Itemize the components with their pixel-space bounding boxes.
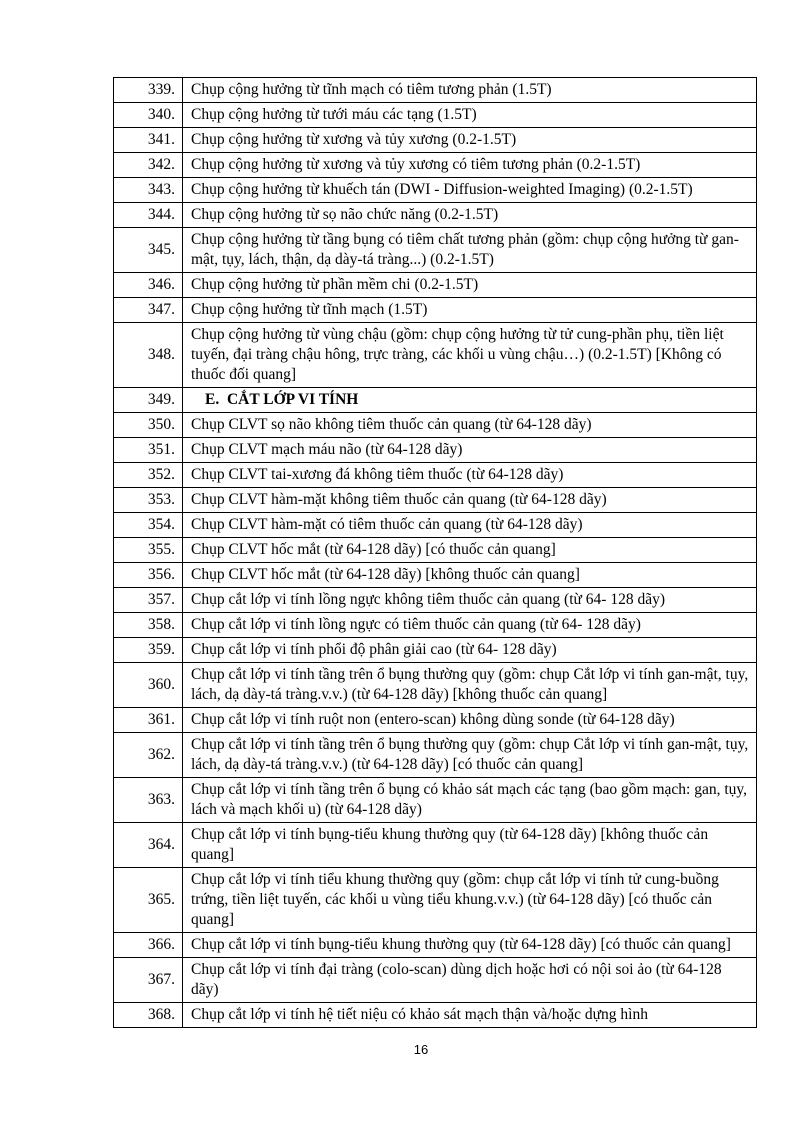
row-number: 361.: [114, 708, 183, 733]
row-number: 358.: [114, 613, 183, 638]
row-number: 348.: [114, 323, 183, 388]
procedure-name: Chụp cắt lớp vi tính hệ tiết niệu có khảo sát mạch thận và/hoặc dựng hình: [183, 1003, 757, 1028]
row-number: 363.: [114, 778, 183, 823]
procedure-name: Chụp cộng hưởng từ phần mềm chi (0.2-1.5T): [183, 273, 757, 298]
row-number: 366.: [114, 933, 183, 958]
table-row: [114, 613, 757, 638]
table-row: [114, 298, 757, 323]
row-number: 343.: [114, 178, 183, 203]
table-row: [114, 103, 757, 128]
procedure-name: Chụp cắt lớp vi tính ruột non (entero-scan) không dùng sonde (từ 64-128 dãy): [183, 708, 757, 733]
procedure-name: Chụp cắt lớp vi tính đại tràng (colo-scan) dùng dịch hoặc hơi có nội soi ảo (từ 64-128 dãy): [183, 958, 757, 1003]
row-number: 368.: [114, 1003, 183, 1028]
procedure-name: Chụp cộng hưởng từ tưới máu các tạng (1.5T): [183, 103, 757, 128]
page-number: 16: [413, 1042, 429, 1057]
row-number: 352.: [114, 463, 183, 488]
row-number: 365.: [114, 868, 183, 933]
section-heading: E. CẮT LỚP VI TÍNH: [183, 388, 757, 413]
procedure-name: Chụp CLVT mạch máu não (từ 64-128 dãy): [183, 438, 757, 463]
table-row: [114, 778, 757, 823]
table-row: [114, 413, 757, 438]
row-number: 344.: [114, 203, 183, 228]
procedure-name: Chụp CLVT hàm-mặt không tiêm thuốc cản quang (từ 64-128 dãy): [183, 488, 757, 513]
table-row: [114, 733, 757, 778]
procedure-name: Chụp cộng hưởng từ xương và tủy xương (0.2-1.5T): [183, 128, 757, 153]
row-number: 367.: [114, 958, 183, 1003]
table-row: [114, 958, 757, 1003]
procedure-name: Chụp cộng hưởng từ xương và tủy xương có tiêm tương phản (0.2-1.5T): [183, 153, 757, 178]
row-number: 355.: [114, 538, 183, 563]
table-row: [114, 178, 757, 203]
procedure-name: Chụp cắt lớp vi tính tầng trên ổ bụng có khảo sát mạch các tạng (bao gồm mạch: gan, tụy, lách và mạch khối u) (từ 64-128 dãy): [183, 778, 757, 823]
table-row: [114, 463, 757, 488]
row-number: 345.: [114, 228, 183, 273]
page-footer: [21, 1041, 800, 1059]
row-number: 342.: [114, 153, 183, 178]
table-row: [114, 538, 757, 563]
procedure-name: Chụp CLVT hàm-mặt có tiêm thuốc cản quang (từ 64-128 dãy): [183, 513, 757, 538]
procedure-name: Chụp cắt lớp vi tính bụng-tiểu khung thường quy (từ 64-128 dãy) [có thuốc cản quang]: [183, 933, 757, 958]
row-number: 349.: [114, 388, 183, 413]
procedure-table: [113, 77, 757, 1028]
table-row: [114, 933, 757, 958]
procedure-name: Chụp CLVT hốc mắt (từ 64-128 dãy) [có thuốc cản quang]: [183, 538, 757, 563]
table-row: [114, 488, 757, 513]
procedure-table-body: [114, 78, 757, 1028]
table-row: [114, 563, 757, 588]
row-number: 359.: [114, 638, 183, 663]
procedure-name: Chụp CLVT hốc mắt (từ 64-128 dãy) [không thuốc cản quang]: [183, 563, 757, 588]
procedure-name: Chụp cộng hưởng từ khuếch tán (DWI - Diffusion-weighted Imaging) (0.2-1.5T): [183, 178, 757, 203]
row-number: 339.: [114, 78, 183, 103]
row-number: 353.: [114, 488, 183, 513]
procedure-name: Chụp cộng hưởng từ sọ não chức năng (0.2-1.5T): [183, 203, 757, 228]
procedure-name: Chụp cắt lớp vi tính phổi độ phân giải cao (từ 64- 128 dãy): [183, 638, 757, 663]
procedure-name: Chụp cộng hưởng từ vùng chậu (gồm: chụp cộng hưởng từ tử cung-phần phụ, tiền liệt tuyến, đại tràng chậu hông, trực tràng, các khối u vùng chậu…) (0.2-1.5T) [Không có thuốc đối quang]: [183, 323, 757, 388]
table-row: [114, 708, 757, 733]
table-row: [114, 78, 757, 103]
row-number: 346.: [114, 273, 183, 298]
procedure-name: Chụp cắt lớp vi tính tiểu khung thường quy (gồm: chụp cắt lớp vi tính tử cung-buồng trứng, tiền liệt tuyến, các khối u vùng tiểu khung.v.v.) (từ 64-128 dãy) [có thuốc cản quang]: [183, 868, 757, 933]
table-row: [114, 588, 757, 613]
table-row: [114, 273, 757, 298]
table-row: [114, 228, 757, 273]
procedure-name: Chụp cộng hưởng từ tầng bụng có tiêm chất tương phản (gồm: chụp cộng hưởng từ gan-mật, tụy, lách, thận, dạ dày-tá tràng...) (0.2-1.5T): [183, 228, 757, 273]
table-row: [114, 513, 757, 538]
procedure-name: Chụp cắt lớp vi tính lồng ngực không tiêm thuốc cản quang (từ 64- 128 dãy): [183, 588, 757, 613]
row-number: 354.: [114, 513, 183, 538]
row-number: 340.: [114, 103, 183, 128]
table-row: [114, 663, 757, 708]
table-row: [114, 128, 757, 153]
table-row: [114, 388, 757, 413]
table-row: [114, 1003, 757, 1028]
table-row: [114, 323, 757, 388]
row-number: 362.: [114, 733, 183, 778]
row-number: 356.: [114, 563, 183, 588]
procedure-name: Chụp cộng hưởng từ tĩnh mạch (1.5T): [183, 298, 757, 323]
row-number: 341.: [114, 128, 183, 153]
table-row: [114, 203, 757, 228]
row-number: 357.: [114, 588, 183, 613]
row-number: 364.: [114, 823, 183, 868]
row-number: 360.: [114, 663, 183, 708]
procedure-name: Chụp cắt lớp vi tính lồng ngực có tiêm thuốc cản quang (từ 64- 128 dãy): [183, 613, 757, 638]
procedure-name: Chụp cắt lớp vi tính tầng trên ổ bụng thường quy (gồm: chụp Cắt lớp vi tính gan-mật, tụy, lách, dạ dày-tá tràng.v.v.) (từ 64-128 dãy) [không thuốc cản quang]: [183, 663, 757, 708]
table-row: [114, 868, 757, 933]
table-row: [114, 438, 757, 463]
procedure-name: Chụp cắt lớp vi tính tầng trên ổ bụng thường quy (gồm: chụp Cắt lớp vi tính gan-mật, tụy, lách, dạ dày-tá tràng.v.v.) (từ 64-128 dãy) [có thuốc cản quang]: [183, 733, 757, 778]
table-row: [114, 638, 757, 663]
table-row: [114, 823, 757, 868]
procedure-name: Chụp CLVT tai-xương đá không tiêm thuốc (từ 64-128 dãy): [183, 463, 757, 488]
row-number: 351.: [114, 438, 183, 463]
table-row: [114, 153, 757, 178]
procedure-name: Chụp cắt lớp vi tính bụng-tiểu khung thường quy (từ 64-128 dãy) [không thuốc cản quang]: [183, 823, 757, 868]
procedure-name: Chụp CLVT sọ não không tiêm thuốc cản quang (từ 64-128 dãy): [183, 413, 757, 438]
row-number: 350.: [114, 413, 183, 438]
procedure-name: Chụp cộng hưởng từ tĩnh mạch có tiêm tương phản (1.5T): [183, 78, 757, 103]
row-number: 347.: [114, 298, 183, 323]
